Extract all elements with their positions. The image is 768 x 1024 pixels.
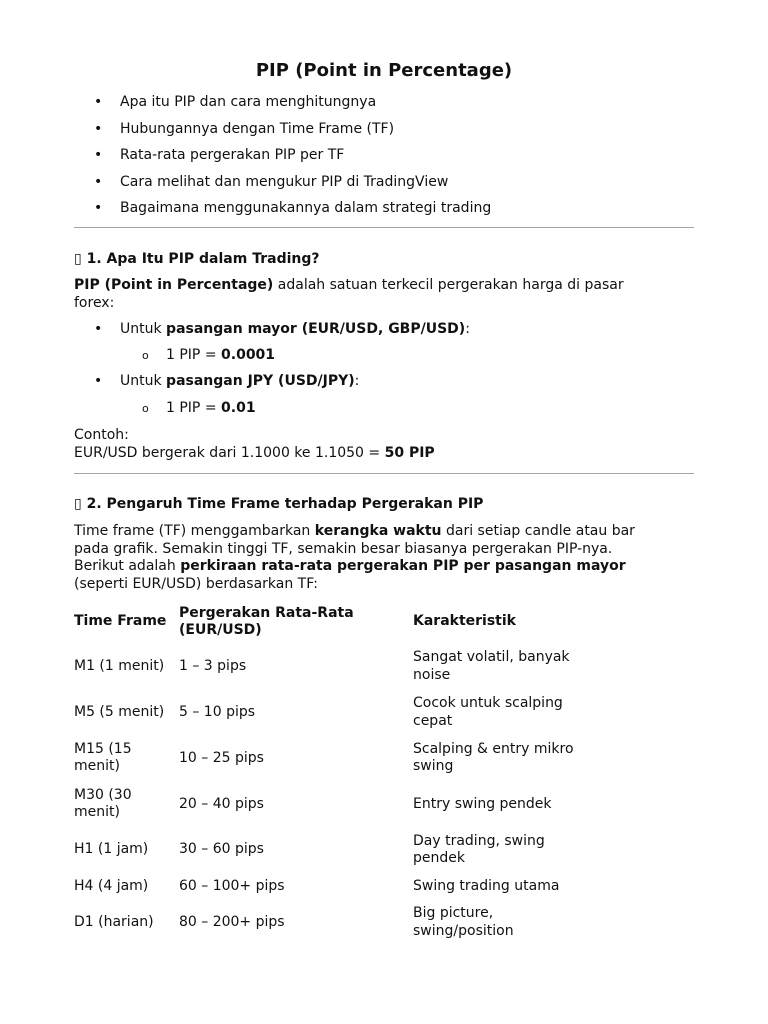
tf-intro-line3-bold: perkiraan rata-rata pergerakan PIP per pasangan mayor bbox=[180, 558, 626, 574]
divider bbox=[74, 227, 694, 228]
jpy-pip-value: 0.01 bbox=[221, 400, 256, 416]
tf-intro-line3a: Berikut adalah bbox=[74, 558, 181, 574]
major-pairs: pasangan mayor (EUR/USD, GBP/USD) bbox=[166, 321, 466, 337]
table-row bbox=[74, 781, 613, 827]
cell-timeframe: H4 (4 jam) bbox=[74, 877, 149, 894]
example-result: 50 PIP bbox=[384, 444, 435, 461]
list-item: • Hubungannya dengan Time Frame (TF) bbox=[74, 119, 694, 146]
cell-pips: 10 – 25 pips bbox=[179, 749, 264, 766]
section-1-heading: ▯ 1. Apa Itu PIP dalam Trading? bbox=[74, 251, 320, 267]
major-pip-label: 1 PIP = bbox=[166, 347, 222, 363]
jpy-suffix: : bbox=[354, 373, 360, 389]
cell-characteristic bbox=[413, 690, 613, 736]
section-2-heading: ▯ 2. Pengaruh Time Frame terhadap Pergerakan PIP bbox=[74, 496, 484, 512]
cell-characteristic-text: Cocok untuk scalping cepat bbox=[413, 695, 563, 729]
list-item: • Cara melihat dan mengukur PIP di TradingView bbox=[74, 172, 694, 199]
cell-characteristic bbox=[413, 736, 613, 782]
cell-characteristic bbox=[413, 827, 613, 873]
table-row bbox=[74, 644, 613, 690]
cell-characteristic-text: Day trading, swing pendek bbox=[413, 832, 545, 867]
tf-intro-line2: pada grafik. Semakin tinggi TF, semakin besar biasanya pergerakan PIP-nya. bbox=[74, 540, 613, 557]
timeframe-intro bbox=[74, 523, 694, 593]
header-avg-movement-text: Pergerakan Rata-Rata (EUR/USD) bbox=[179, 604, 354, 638]
table-row bbox=[74, 873, 613, 900]
jpy-pip-value-item bbox=[166, 400, 256, 416]
cell-characteristic bbox=[413, 644, 613, 690]
example-text: EUR/USD bergerak dari 1.1000 ke 1.1050 = bbox=[74, 444, 385, 461]
tf-intro-line4: (seperti EUR/USD) berdasarkan TF: bbox=[74, 575, 318, 592]
table-row bbox=[74, 736, 613, 782]
table-row bbox=[74, 827, 613, 873]
cell-pips: 60 – 100+ pips bbox=[179, 877, 285, 894]
tf-intro-c: dari setiap candle atau bar bbox=[441, 523, 635, 539]
pip-definition-line2: forex: bbox=[74, 294, 115, 311]
major-pip-value-item bbox=[166, 347, 275, 363]
cell-characteristic: Swing trading utama bbox=[413, 877, 560, 894]
pip-definition bbox=[74, 277, 694, 312]
cell-characteristic-text: Sangat volatil, banyak noise bbox=[413, 649, 570, 683]
tf-intro-a: Time frame (TF) menggambarkan bbox=[74, 523, 315, 539]
cell-pips: 20 – 40 pips bbox=[179, 795, 264, 812]
pip-term: PIP (Point in Percentage) bbox=[74, 277, 274, 293]
cell-timeframe: M5 (5 menit) bbox=[74, 703, 165, 720]
major-pip-value: 0.0001 bbox=[221, 347, 276, 363]
cell-timeframe-text: M30 (30 menit) bbox=[74, 786, 132, 821]
divider bbox=[74, 473, 694, 474]
header-time-frame: Time Frame bbox=[74, 613, 167, 630]
cell-timeframe: H1 (1 jam) bbox=[74, 841, 149, 858]
cell-pips: 80 – 200+ pips bbox=[179, 914, 285, 931]
cell-characteristic-text: Scalping & entry mikro swing bbox=[413, 740, 574, 775]
cell-timeframe-text: M15 (15 menit) bbox=[74, 740, 132, 775]
tf-intro-bold: kerangka waktu bbox=[314, 523, 442, 539]
cell-characteristic-text: Big picture, swing/position bbox=[413, 905, 514, 939]
jpy-prefix: Untuk bbox=[120, 373, 167, 389]
cell-pips: 1 – 3 pips bbox=[179, 658, 247, 675]
list-item: • Bagaimana menggunakannya dalam strategi trading bbox=[74, 198, 694, 225]
example-label: Contoh: bbox=[74, 427, 129, 443]
table-row bbox=[74, 900, 613, 946]
cell-timeframe bbox=[74, 781, 179, 827]
header-characteristic: Karakteristik bbox=[413, 613, 516, 630]
table-header-row bbox=[74, 600, 613, 644]
cell-characteristic bbox=[413, 900, 613, 946]
example-block bbox=[74, 427, 694, 462]
major-suffix: : bbox=[465, 321, 470, 337]
jpy-pair-item bbox=[120, 373, 359, 389]
document-title: PIP (Point in Percentage) bbox=[255, 60, 513, 81]
cell-pips: 5 – 10 pips bbox=[179, 703, 256, 720]
cell-timeframe: M1 (1 menit) bbox=[74, 658, 165, 675]
cell-timeframe: D1 (harian) bbox=[74, 914, 154, 931]
cell-timeframe bbox=[74, 736, 179, 782]
cell-characteristic bbox=[413, 781, 613, 827]
jpy-pairs: pasangan JPY (USD/JPY) bbox=[166, 373, 355, 389]
timeframe-table bbox=[74, 600, 613, 946]
cell-pips: 30 – 60 pips bbox=[179, 841, 264, 858]
header-avg-movement bbox=[179, 600, 413, 644]
list-item: • Apa itu PIP dan cara menghitungnya bbox=[74, 92, 694, 119]
cell-characteristic-text: Entry swing pendek bbox=[413, 795, 552, 812]
major-prefix: Untuk bbox=[120, 321, 167, 337]
intro-bullet-list bbox=[74, 92, 694, 225]
pip-definition-text: adalah satuan terkecil pergerakan harga di pasar bbox=[273, 277, 624, 293]
major-pair-item bbox=[120, 321, 470, 337]
jpy-pip-label: 1 PIP = bbox=[166, 400, 222, 416]
list-item: • Rata-rata pergerakan PIP per TF bbox=[74, 145, 694, 172]
table-row bbox=[74, 690, 613, 736]
